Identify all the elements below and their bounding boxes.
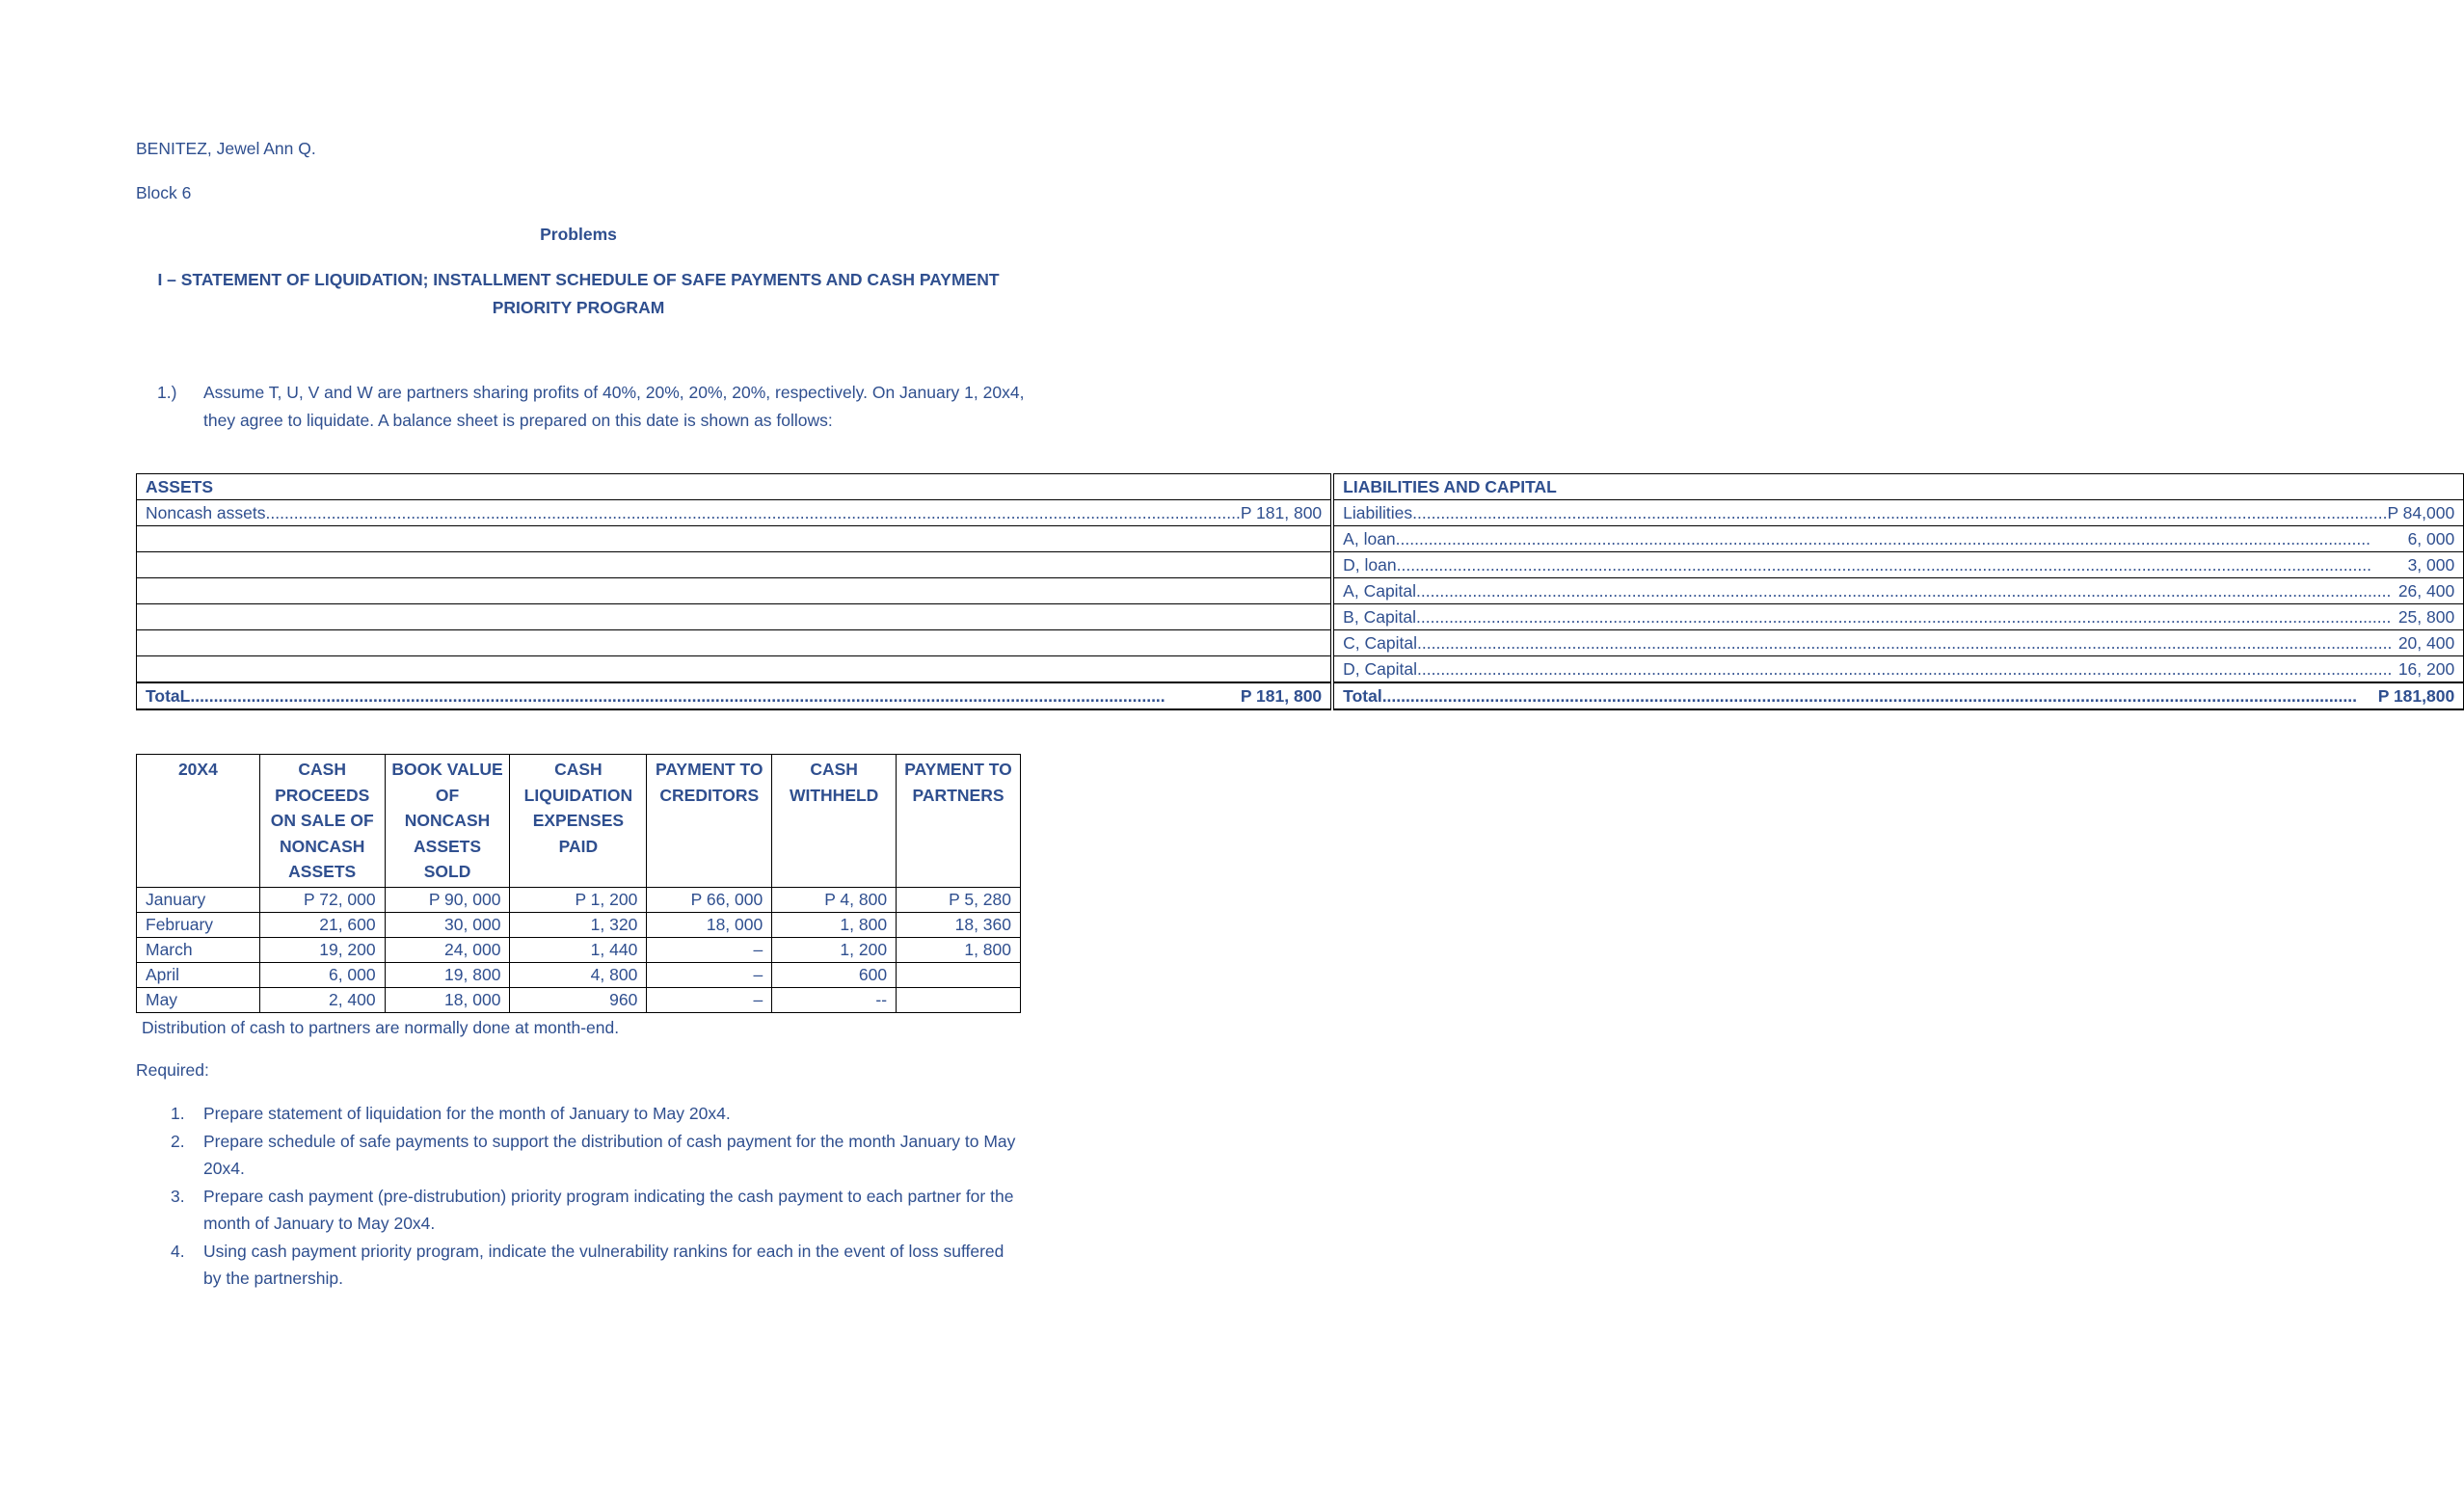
list-number: 3. [171,1186,185,1206]
table-row [137,656,2464,683]
liabilities-header: LIABILITIES AND CAPITAL [1332,474,2464,500]
liability-value: 26, 400 [2397,581,2455,601]
list-item [136,1100,1023,1128]
page-title: Problems [540,225,617,244]
total-label: Total [1343,686,1382,706]
month-cell: May [137,987,260,1012]
student-name: BENITEZ, Jewel Ann Q. [136,139,316,158]
table-cell: 18, 360 [897,912,1021,937]
liability-label: D, Capital [1343,659,1418,679]
total-assets-cell [137,682,1333,709]
list-item [136,1238,1023,1293]
list-item [136,1183,1023,1238]
table-row [137,500,2464,526]
distribution-note: Distribution of cash to partners are normally done at month-end. [142,1018,620,1037]
table-cell [897,987,1021,1012]
liability-value: 25, 800 [2397,607,2455,627]
table-cell: P 4, 800 [772,887,897,912]
liability-label: Liabilities [1343,503,1413,522]
table-cell: 1, 800 [772,912,897,937]
liability-cell [1332,500,2464,526]
month-cell: March [137,937,260,962]
liability-label: C, Capital [1343,633,1418,653]
month-cell: February [137,912,260,937]
table-header-row [137,755,1021,888]
table-row [137,937,1021,962]
table-cell: 1, 320 [510,912,647,937]
table-cell: 30, 000 [385,912,510,937]
table-row [137,962,1021,987]
leader-dots [1417,630,2398,655]
block-label: Block 6 [136,183,192,202]
table-cell: – [647,987,772,1012]
list-number: 2. [171,1131,185,1151]
table-cell: P 90, 000 [385,887,510,912]
leader-dots [1416,604,2398,629]
table-cell: 6, 000 [259,962,385,987]
table-cell: 1, 800 [897,937,1021,962]
table-row [137,552,2464,578]
leader-dots [1396,526,2408,551]
liability-label: A, Capital [1343,581,1417,601]
leader-dots [1412,500,2387,525]
assets-header: ASSETS [137,474,1333,500]
problem-number: 1.) [157,383,177,402]
table-cell: P 66, 000 [647,887,772,912]
list-text: Prepare statement of liquidation for the month of January to May 20x4. [203,1104,731,1123]
liability-value: 20, 400 [2397,633,2455,653]
liability-value: 3, 000 [2407,555,2455,575]
list-text: Prepare schedule of safe payments to support the distribution of cash payment for the month January to May 20x4. [203,1131,1016,1178]
liability-value: 6, 000 [2407,529,2455,548]
table-cell: 2, 400 [259,987,385,1012]
table-cell: 1, 200 [772,937,897,962]
table-row [137,604,2464,630]
list-text: Using cash payment priority program, indicate the vulnerability rankins for each in the event of loss suffered by the partnership. [203,1241,1004,1288]
table-cell: P 5, 280 [897,887,1021,912]
table-cell: 18, 000 [647,912,772,937]
liability-value: 16, 200 [2397,659,2455,679]
total-value: P 181, 800 [1240,686,1323,706]
required-label: Required: [136,1060,209,1080]
problem-statement [157,379,1025,434]
liability-cell [1332,604,2464,630]
leader-dots [1397,552,2408,577]
table-row [137,887,1021,912]
asset-label: Noncash assets [146,503,266,522]
liability-cell [1332,578,2464,604]
table-cell: 1, 440 [510,937,647,962]
leader-dots [1417,656,2398,682]
table-row [137,912,1021,937]
list-text: Prepare cash payment (pre-distrubution) priority program indicating the cash payment to each partner for the month of January to May 20x4. [203,1186,1014,1233]
list-number: 4. [171,1241,185,1261]
table-cell: 18, 000 [385,987,510,1012]
table-cell: – [647,937,772,962]
month-cell: January [137,887,260,912]
column-header: BOOK VALUE OF NONCASH ASSETS SOLD [385,755,510,888]
empty-cell [137,578,1333,604]
liability-label: A, loan [1343,529,1396,548]
liability-label: D, loan [1343,555,1397,575]
liability-cell [1332,630,2464,656]
table-cell: 19, 200 [259,937,385,962]
table-row [137,630,2464,656]
column-header: 20X4 [137,755,260,888]
leader-dots [1382,683,2378,708]
table-cell: 24, 000 [385,937,510,962]
table-cell: 600 [772,962,897,987]
table-row [137,682,2464,709]
table-cell: P 72, 000 [259,887,385,912]
list-number: 1. [171,1104,185,1123]
table-cell: 19, 800 [385,962,510,987]
table-cell [897,962,1021,987]
total-value: P 181,800 [2377,686,2455,706]
column-header: PAYMENT TO PARTNERS [897,755,1021,888]
liability-label: B, Capital [1343,607,1417,627]
leader-dots [190,683,1240,708]
empty-cell [137,526,1333,552]
empty-cell [137,630,1333,656]
liability-cell [1332,656,2464,683]
problem-text: Assume T, U, V and W are partners sharing profits of 40%, 20%, 20%, 20%, respectively. On January 1, 20x4, they agree to liquidate. A balance sheet is prepared on this date is shown as follows: [203,383,1025,430]
table-cell: P 1, 200 [510,887,647,912]
column-header: CASH PROCEEDS ON SALE OF NONCASH ASSETS [259,755,385,888]
asset-cell [137,500,1333,526]
table-cell: -- [772,987,897,1012]
balance-sheet-table [136,473,2464,710]
empty-cell [137,604,1333,630]
month-cell: April [137,962,260,987]
table-cell: – [647,962,772,987]
total-label: TotaL [146,686,191,706]
section-heading: I – STATEMENT OF LIQUIDATION; INSTALLMENT SCHEDULE OF SAFE PAYMENTS AND CASH PAYMENT PRIORITY PROGRAM [157,270,1000,317]
total-liabilities-cell [1332,682,2464,709]
column-header: CASH WITHHELD [772,755,897,888]
list-item [136,1128,1023,1183]
table-row [137,526,2464,552]
required-list [136,1100,1023,1293]
column-header: CASH LIQUIDATION EXPENSES PAID [510,755,647,888]
empty-cell [137,656,1333,683]
liability-cell [1332,526,2464,552]
table-cell: 21, 600 [259,912,385,937]
leader-dots [266,500,1241,525]
empty-cell [137,552,1333,578]
table-row [137,474,2464,500]
leader-dots [1416,578,2398,603]
table-row [137,987,1021,1012]
liability-cell [1332,552,2464,578]
asset-value: P 181, 800 [1240,503,1323,522]
table-cell: 4, 800 [510,962,647,987]
liquidation-schedule-table [136,754,1021,1013]
table-row [137,578,2464,604]
liability-value: P 84,000 [2387,503,2455,522]
table-cell: 960 [510,987,647,1012]
column-header: PAYMENT TO CREDITORS [647,755,772,888]
